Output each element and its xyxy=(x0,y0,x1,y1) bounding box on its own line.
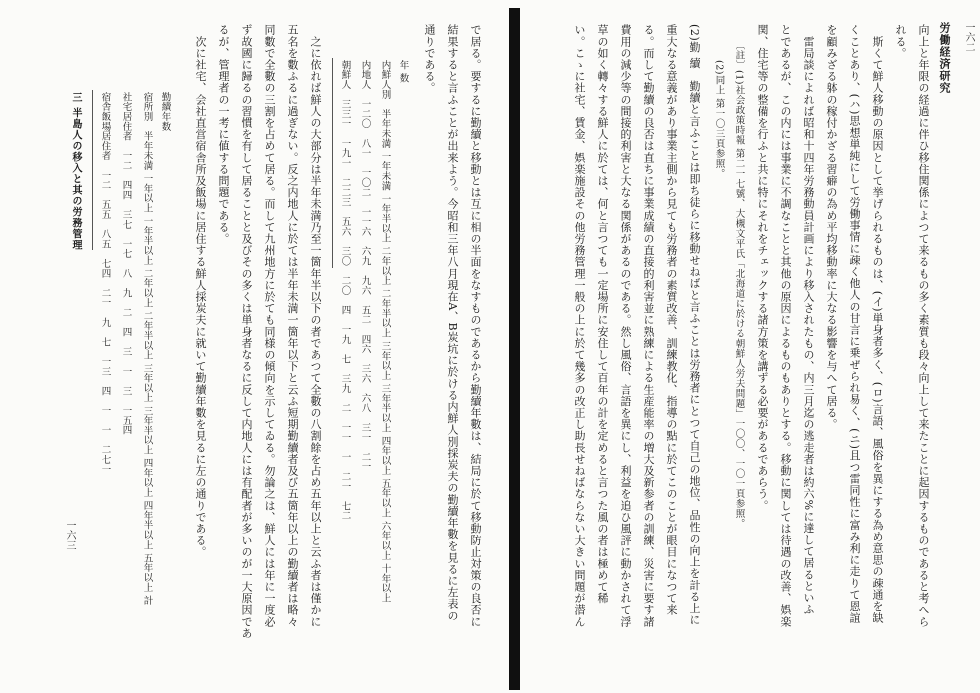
table-row: 宿舎飯場居住者 一二 五五 八五 七四 二一 九 七 一三 四 一 一 二七一 xyxy=(99,92,111,475)
text-column: 費用の減少等の間接的利害と大なる関係があるのである。然し風俗、言語を異にし、利益を追ひ風評に動かされて浮 xyxy=(619,24,632,628)
text-column: 同數で全數の三割を占めて居る。而して九州地方に於ても同様の傾向を示してゐる。勿論之は、鮮人には年に一度必 xyxy=(263,24,276,628)
footnote: (2)同上 第一〇三頁参照。 xyxy=(713,40,725,179)
running-footer-title: 三 半島人の移入と其の労務管理 xyxy=(70,92,81,251)
page-number-right: 一六二 xyxy=(963,22,974,52)
table-row: 朝鮮人 三三一 一九一 二二三 五六 三〇 二〇 四 一九 七 三九 二 一一 一 二一 七二 xyxy=(339,60,351,521)
footnote: 〔註〕(1)社会政策時報 第二一七號、大槻文平氏「北海道に於ける朝鮮人労夫問題」一〇〇、一〇一頁参照。 xyxy=(733,40,745,529)
text-column: るが、管理者の一考に値する問題である。 xyxy=(217,24,230,245)
text-column: 五名を數ふるに過ぎない。反之内地人に於ては半年未満一箇年以下と云ふ短期勤續者及び五箇年以上の勤續者は略々 xyxy=(286,24,299,628)
table-header: 年 数 xyxy=(397,60,409,83)
text-column: い。こゝに社宅、賃金、娯楽施設その他労務管理一般の上に於て幾多の改正し助長せねばならない大きい問題が潜ん xyxy=(573,24,586,628)
text-column: 之に依れば鮮人の大部分は半年未満乃至一箇年半以下の者であつて全數の八割餘を占め五年以上と云ふ者は僅かに xyxy=(309,24,322,628)
text-column: れる。 xyxy=(894,24,907,59)
text-column: 雷局談によれば昭和十四年労務動員計画により移入されたもの、内三月迄の逃走者は約六%に達して居るといふ xyxy=(802,24,815,616)
book-spine xyxy=(509,8,520,690)
section-heading-column: (2)勤 續 勤續と言ふことは即ち徒らに移動せねばと言ふことは労務者にとつて自己の地位、品性の向上を計る上に xyxy=(688,24,701,626)
text-column: 結果すると言ふことが出来よう。今昭和三年八月現在A、B炭坑に於ける内鮮人別採炭夫の勤續年數を見るに左表の xyxy=(446,24,459,622)
text-column: 斯くて鮮人移動の原因として挙げられるものは、(イ)単身者多く、(ロ)言語、風俗を異にする為め意思の疎通を缺 xyxy=(871,24,884,624)
text-column: で居る。要するに勤續と移動とは互に相の半面をなすものであるから勤續年數は、結局に於て移動防止対策の良否に xyxy=(469,24,482,628)
table-row: 内地人 一二〇 八一 一〇二 一一六 六九 九六 五二 四六 三六 六八 三一 二一 xyxy=(359,60,371,472)
right-page xyxy=(521,0,980,693)
page-header: 労働経済研究 xyxy=(938,22,951,94)
text-column: 通りである。 xyxy=(423,24,436,94)
text-column: とであるが、この内には事業に不調なことと其他の原因によるものもありとする。移動に関しては待遇の改善、娯楽 xyxy=(779,24,792,628)
text-column: る。而して勤續の良否は直ちに事業成績の直接的利害並に熟練による生産能率の増大及新参者の訓練、災害に要す諸 xyxy=(642,24,655,628)
table-rule xyxy=(332,58,333,268)
table-row: 宿所別 半年未満 一年以上 一年半以上 二年以上 二年半以上 三年以上 三年半以上 四年以上 四年半以上 五年以上 計 xyxy=(141,92,153,606)
text-column: ず故國に歸るの習慣を有して居ることと及びその多くは単身者なるに反して内地人には有配者が多いのが一大原因であ xyxy=(240,24,253,639)
text-column: 草の如く轉々する鮮人に於ては、何と言つても一定場所に安住して百年の計を定めると言つた風の者は極めて稀 xyxy=(596,24,609,604)
table-rule xyxy=(92,90,93,250)
table-header: 勤續年数 xyxy=(159,92,171,132)
page-number-left: 一六三 xyxy=(64,520,75,550)
text-column: 関、住宅等の整備を行ふと共に特にそれをチェックする諸方策を講ずる必要があるであらう。 xyxy=(756,24,769,512)
text-column: を顧みざる躰の稼付かざる習癖の為め平均移動率に大なる影響を与へて居る。 xyxy=(825,24,838,430)
text-column: 次に社宅、会社直営宿舎所及飯場に居住する鮮人採炭夫に就いて勤續年數を見るに左の通りである。 xyxy=(194,24,207,558)
table-row: 内鮮人別 半年未満 一年未満 一年半以上 二年以上 二年半以上 三年以上 三年半以上 四年以上 五年以上 六年以上 十年以上 xyxy=(379,60,391,603)
text-column: 向上と年限の経過に伴ひ移住関係によつて来るもの多く素質も段々向上して来たことに起因するものであると考へら xyxy=(917,24,930,628)
text-column: くことあり、(ハ)思想単純にして労働事情に疎く他人の甘言に乗ぜられ易く、(ニ)且つ雷同性に富み利に走りて恩誼 xyxy=(848,24,861,624)
text-column: 重大なる意義があり事業主側から見ても労務者の素質改善、訓練教化、指導の點に於てこのことが眼目になつて来 xyxy=(665,24,678,616)
table-row: 社宅居住者 一二 四四 三七 一七 八 九 二 四 三 一 三 一五四 xyxy=(120,92,132,435)
